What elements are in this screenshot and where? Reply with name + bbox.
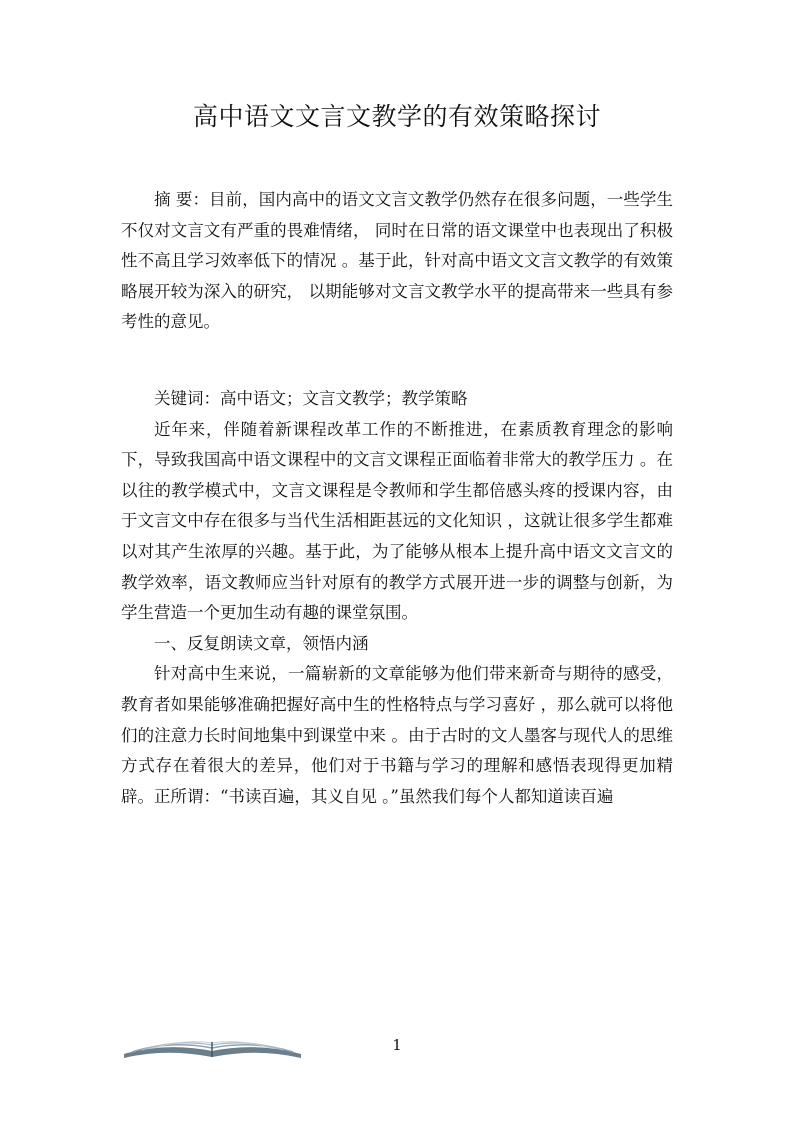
keywords-line: 关键词：高中语文；文言文教学；教学策略 <box>154 388 468 408</box>
abstract-text: 目前，国内高中的语文文言文教学仍然存在很多问题，一些学生不仅对文言文有严重的畏难情绪， 同时在日常的语文课堂中也表现出了积极性不高且学习效率低下的情况 。基于此，针对高中语文文言文教学的有效策略展开较为深入的研究， 以期能够对文言文教学水平的提高带来一些具有参考性的意见。 <box>121 190 674 332</box>
section-paragraph: 针对高中生来说，一篇崭新的文章能够为他们带来新奇与期待的感受，教育者如果能够准确把握好高中生的性格特点与学习喜好 ，那么就可以将他们的注意力长时间地集中到课堂中来 。由于古时的文人墨客与现代人的思维方式存在着很大的差异，他们对于书籍与学习的理解和感悟表现得更加精辟。正所谓：“书读百遍，其义自见 。”虽然我们每个人都知道读百遍 <box>121 664 673 806</box>
paragraph-gap <box>121 338 673 384</box>
page-number: 1 <box>392 1036 402 1054</box>
document-title: 高中语文文言文教学的有效策略探讨 <box>192 102 601 131</box>
section-heading: 一、反复朗读文章，领悟内涵 <box>154 633 369 653</box>
abstract-label: 摘 要： <box>154 190 210 209</box>
body-paragraph: 近年来，伴随着新课程改革工作的不断推进，在素质教育理念的影响下，导致我国高中语文课程中的文言文课程正面临着非常大的教学压力 。在以往的教学模式中，文言文课程是令教师和学生都倍感头疼的授课内容，由于文言文中存在很多与当代生活相距甚远的文化知识 ，这就让很多学生都难以对其产生浓厚的兴趣。基于此，为了能够从根本上提升高中语文文言文的教学效率，语文教师应当针对原有的教学方式展开进一步的调整与创新，为学生营造一个更加生动有趣的课堂氛围。 <box>121 419 673 623</box>
document-body <box>121 185 673 812</box>
abstract-paragraph <box>121 185 673 338</box>
